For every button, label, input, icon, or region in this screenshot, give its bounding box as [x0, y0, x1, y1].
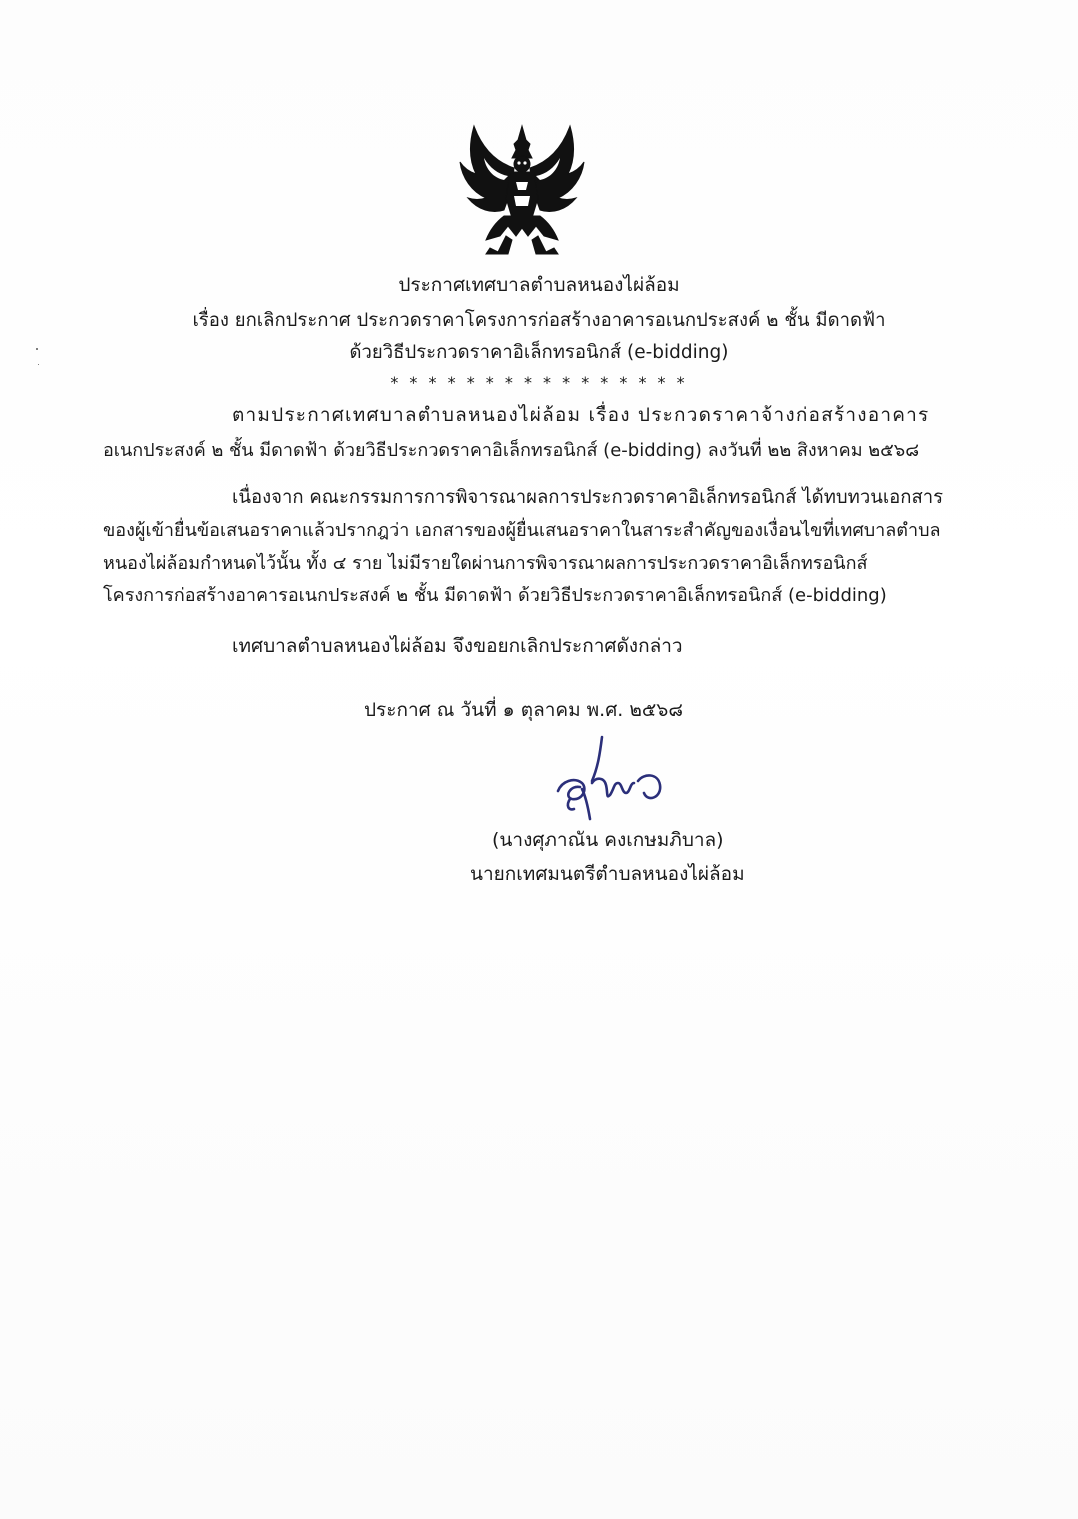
announcement-date: ประกาศ ณ วันที่ ๑ ตุลาคม พ.ศ. ๒๕๖๘ — [364, 699, 683, 721]
paper-speck — [38, 364, 39, 365]
paragraph-1-line-2: อเนกประสงค์ ๒ ชั้น มีดาดฟ้า ด้วยวิธีประกวดราคาอิเล็กทรอนิกส์ (e-bidding) ลงวันที่ ๒๒ สิงหาคม ๒๕๖๘ — [103, 440, 920, 461]
signer-name: (นางศุภาณัน คงเกษมภิบาล) — [492, 829, 724, 851]
subject-line-1: เรื่อง ยกเลิกประกาศ ประกวดราคาโครงการก่อสร้างอาคารอเนกประสงค์ ๒ ชั้น มีดาดฟ้า — [192, 310, 886, 331]
paragraph-1-line-1: ตามประกาศเทศบาลตำบลหนองไผ่ล้อม เรื่อง ประกวดราคาจ้างก่อสร้างอาคาร — [232, 404, 930, 426]
paragraph-2-line-4: โครงการก่อสร้างอาคารอเนกประสงค์ ๒ ชั้น มีดาดฟ้า ด้วยวิธีประกวดราคาอิเล็กทรอนิกส์ (e-bidding) — [103, 585, 887, 606]
handwritten-signature — [548, 733, 678, 823]
garuda-emblem-icon — [456, 118, 588, 258]
subject-line-2: ด้วยวิธีประกวดราคาอิเล็กทรอนิกส์ (e-bidding) — [349, 342, 729, 363]
paper-speck — [36, 348, 38, 350]
divider-stars: * * * * * * * * * * * * * * * * — [390, 373, 688, 392]
signer-title: นายกเทศมนตรีตำบลหนองไผ่ล้อม — [470, 863, 745, 885]
issuer-heading: ประกาศเทศบาลตำบลหนองไผ่ล้อม — [398, 274, 680, 296]
paragraph-3: เทศบาลตำบลหนองไผ่ล้อม จึงขอยกเลิกประกาศดังกล่าว — [232, 635, 683, 657]
paragraph-2-line-3: หนองไผ่ล้อมกำหนดไว้นั้น ทั้ง ๔ ราย ไม่มีรายใดผ่านการพิจารณาผลการประกวดราคาอิเล็กทรอนิกส์ — [103, 553, 868, 574]
paragraph-2-line-1: เนื่องจาก คณะกรรมการการพิจารณาผลการประกวดราคาอิเล็กทรอนิกส์ ได้ทบทวนเอกสาร — [232, 487, 944, 508]
paragraph-2-line-2: ของผู้เข้ายื่นข้อเสนอราคาแล้วปรากฎว่า เอกสารของผู้ยื่นเสนอราคาในสาระสำคัญของเงื่อนไขที่เทศบาลตำบล — [103, 520, 941, 541]
